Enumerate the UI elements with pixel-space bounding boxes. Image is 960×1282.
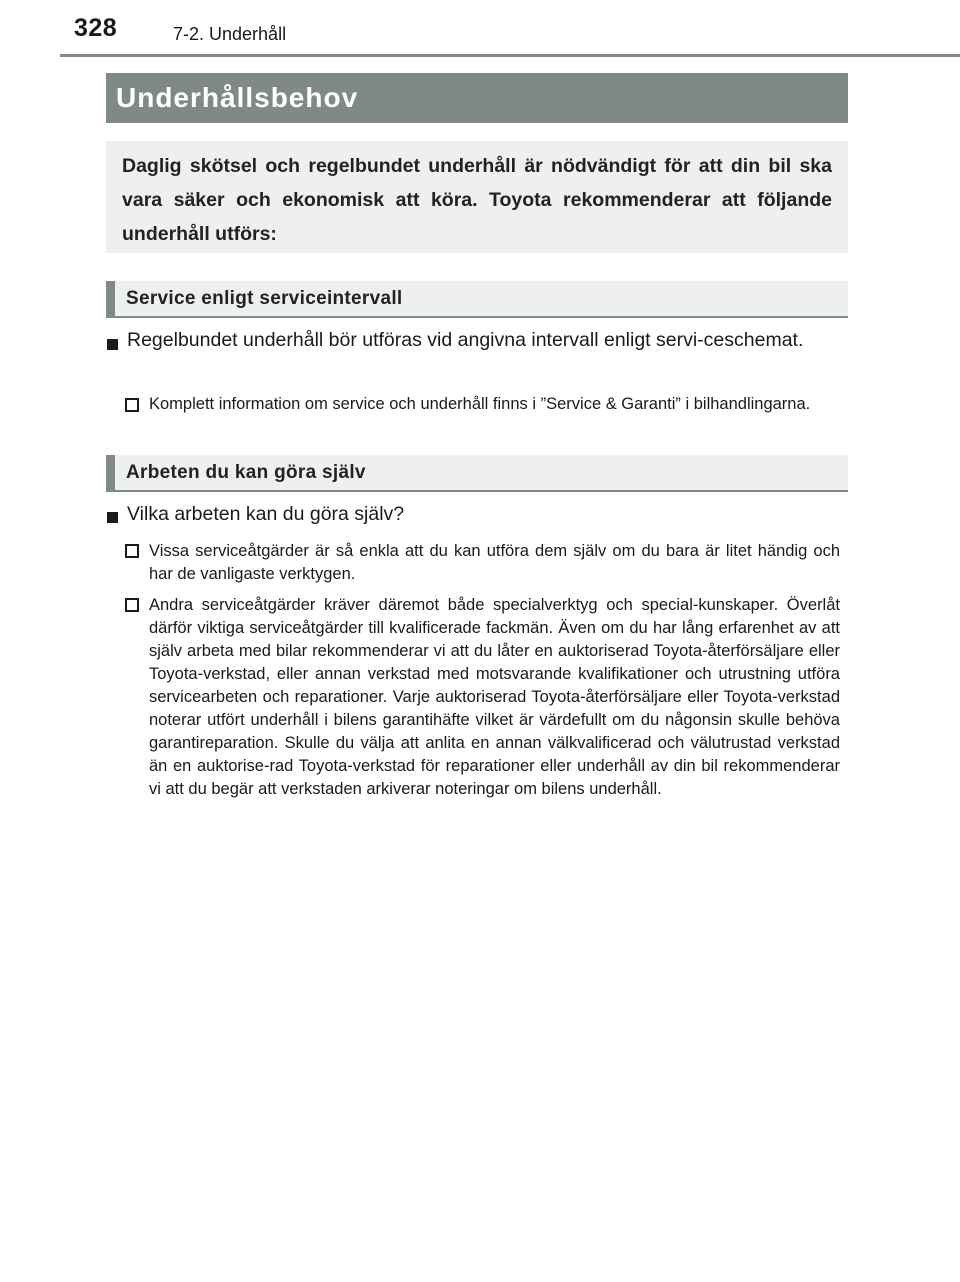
header-divider xyxy=(60,54,960,57)
intro-box: Daglig skötsel och regelbundet underhåll är nödvändigt för att din bil ska vara säker och ekonomisk att köra. Toyota rekommenderar att följande underhåll utförs: xyxy=(106,141,848,253)
section-note-service: Komplett information om service och underhåll finns i ”Service & Garanti” i bilhandlingarna. xyxy=(149,395,811,413)
section-note-self-2: Andra serviceåtgärder kräver däremot både specialverktyg och special-kunskaper. Överlåt därför viktiga serviceåtgärder till kvalificerade fackmän. Även om du har lång erfarenhet av att själv arbeta med bilar rekommenderar vi att du låter en auktoriserad Toyota-återförsäljare eller Toyota-verkstad, eller annan verkstad med motsvarande kvalifikationer och utrustning utföra servicearbeten och reparationer. Varje auktoriserad Toyota-återförsäljare eller Toyota-verkstad noterar utfört underhåll i bilens garantihäfte vilket är värdefullt om du någonsin skulle behöva garantireparation. Skulle du välja att anlita en annan välkvalificerad och välutrustad verkstad än en auktorise-rad Toyota-verkstad för reparationer eller underhåll av din bil rekommenderar vi att du begär att verkstaden arkiverar noteringar om bilens underhåll. xyxy=(149,596,840,798)
section-lead-self: Vilka arbeten kan du göra själv? xyxy=(127,503,405,525)
section-note-self-1: Vissa serviceåtgärder är så enkla att du kan utföra dem själv om du bara är litet händig och har de vanligaste verktygen. xyxy=(149,542,840,583)
section-heading-service: Service enligt serviceintervall xyxy=(106,281,848,318)
info-icon xyxy=(125,398,139,412)
info-icon xyxy=(125,544,139,558)
bullet-square xyxy=(107,512,118,523)
section-path: 7-2. Underhåll xyxy=(173,24,287,44)
page-title: Underhållsbehov xyxy=(116,82,359,113)
info-icon xyxy=(125,598,139,612)
section-heading-self: Arbeten du kan göra själv xyxy=(106,455,848,492)
page-title-bar xyxy=(106,73,848,123)
page-number: 328 xyxy=(74,14,118,42)
section-lead-service: Regelbundet underhåll bör utföras vid angivna intervall enligt servi-ceschemat. xyxy=(127,329,804,351)
bullet-square xyxy=(107,339,118,350)
